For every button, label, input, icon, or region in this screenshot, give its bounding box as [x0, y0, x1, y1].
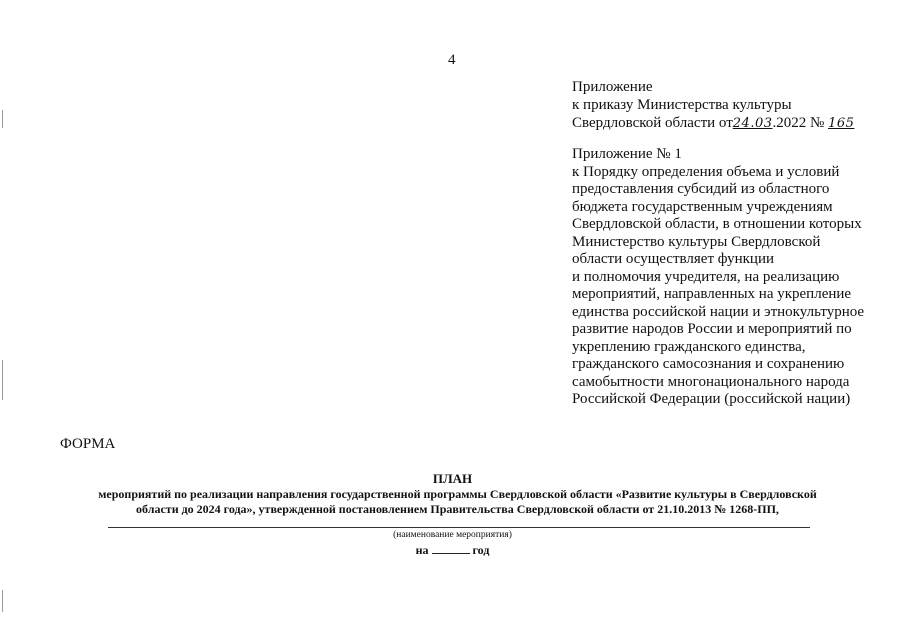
sub-appendix-line: гражданского самосознания и сохранению [572, 356, 845, 372]
sub-appendix-line: бюджета государственным учреждениям [572, 198, 833, 215]
sub-appendix-line: укреплению гражданского единства, [572, 338, 806, 355]
appendix-year: .2022 № [772, 115, 825, 131]
sub-appendix-line: к Порядку определения объема и условий [572, 163, 840, 180]
scan-edge-mark [2, 590, 3, 612]
handwritten-number: 165 [828, 116, 855, 131]
plan-title: ПЛАН [432, 471, 473, 486]
sub-appendix-line: самобытности многонационального народа [572, 373, 850, 390]
sub-appendix-line: единства российской нации и этнокультурное [572, 303, 865, 320]
scan-edge-mark [2, 360, 3, 400]
event-name-underline [108, 527, 810, 528]
form-label: ФОРМА [60, 436, 116, 452]
appendix-line-3 [572, 114, 892, 133]
appendix-line-1: Приложение [572, 79, 653, 95]
handwritten-date: 24.03 [732, 116, 773, 131]
sub-appendix-line: Свердловской области, в отношении которых [572, 216, 862, 232]
page-number: 4 [448, 52, 456, 68]
sub-appendix-title: Приложение № 1 [572, 146, 682, 162]
sub-appendix-line: Министерство культуры Свердловской [572, 233, 821, 250]
sub-appendix-line: области осуществляет функции [572, 251, 774, 267]
plan-description-line-2: области до 2024 года», утвержденной постановлением Правительства Свердловской области от 21.10.2013 № 1268-ПП, [136, 502, 779, 516]
plan-description [60, 487, 855, 517]
sub-appendix-line: Российской Федерации (российской нации) [572, 391, 851, 407]
sub-appendix-line: мероприятий, направленных на укрепление [572, 286, 852, 302]
year-suffix: год [472, 543, 490, 557]
plan-description-line-1: мероприятий по реализации направления государственной программы Свердловской области «Развитие культуры в Свердловской [98, 487, 817, 501]
plan-year-line [0, 543, 905, 558]
scan-edge-mark [2, 110, 3, 128]
sub-appendix-line: предоставления субсидий из областного [572, 181, 830, 197]
year-prefix: на [415, 543, 429, 557]
appendix-header [572, 78, 892, 133]
event-name-caption: (наименование мероприятия) [393, 530, 512, 540]
sub-appendix-line: развитие народов России и мероприятий по [572, 321, 852, 337]
year-blank-field [432, 543, 470, 554]
sub-appendix [572, 146, 892, 409]
sub-appendix-line: и полномочия учредителя, на реализацию [572, 268, 840, 285]
appendix-line-3-prefix: Свердловской области от [572, 115, 733, 131]
appendix-line-2: к приказу Министерства культуры [572, 97, 792, 113]
